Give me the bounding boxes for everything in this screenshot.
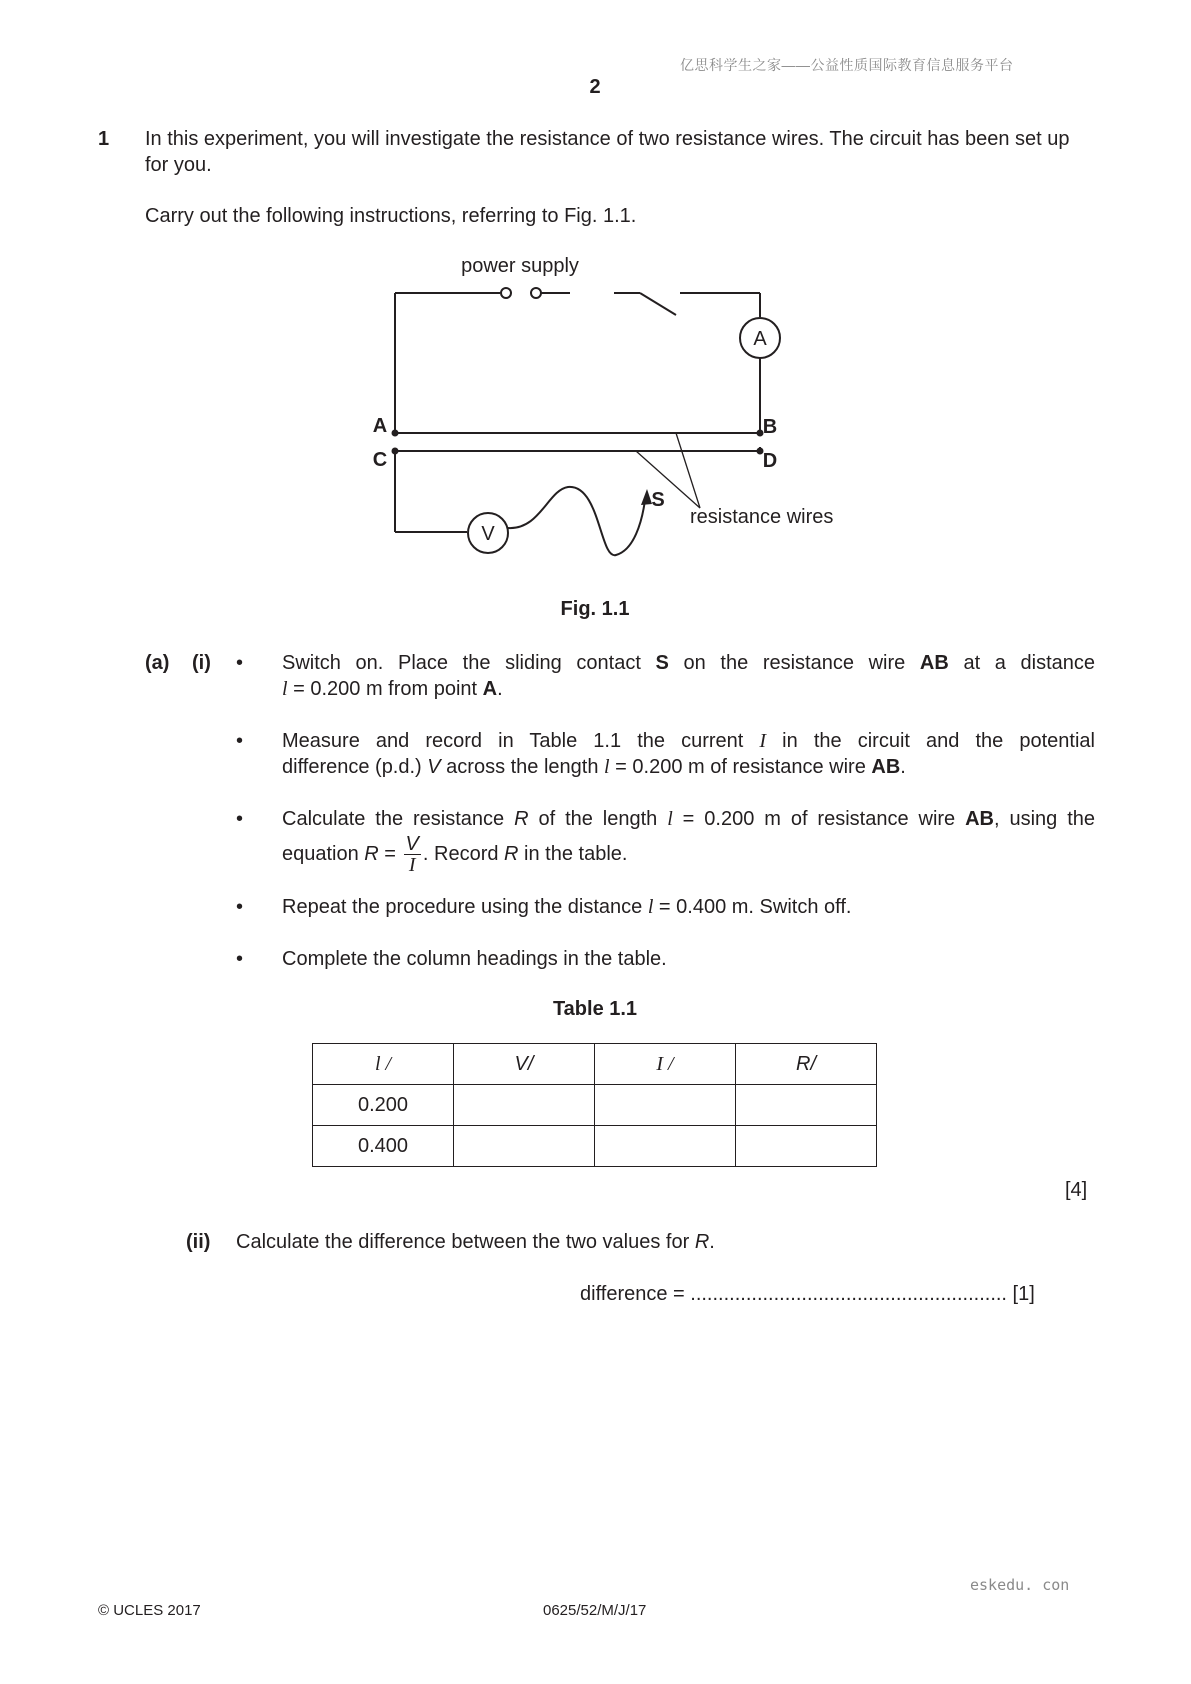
bullet: • bbox=[236, 896, 244, 918]
results-table bbox=[312, 1043, 877, 1167]
power-supply-label: power supply bbox=[461, 255, 579, 277]
point-c-label: C bbox=[372, 449, 388, 471]
cell-resistance[interactable] bbox=[736, 1126, 877, 1167]
difference-answer-line[interactable]: difference = ......................................................... [1] bbox=[580, 1283, 1035, 1305]
instruction-2: Measure and record in Table 1.1 the current I in the circuit and the potential difference (p.d.) V across the length l = 0.200 m of resistance wire AB. bbox=[282, 730, 1095, 778]
point-d-label: D bbox=[762, 450, 778, 472]
flying-lead bbox=[508, 487, 645, 555]
resistance-wires-label: resistance wires bbox=[690, 506, 834, 528]
cell-current[interactable] bbox=[595, 1085, 736, 1126]
marks-a-i: [4] bbox=[1065, 1179, 1088, 1201]
point-a-label: A bbox=[372, 415, 388, 437]
instruction-4: Repeat the procedure using the distance l = 0.400 m. Switch off. bbox=[282, 896, 852, 918]
table-row bbox=[313, 1085, 877, 1126]
cell-voltage[interactable] bbox=[454, 1085, 595, 1126]
question-instruction: Carry out the following instructions, referring to Fig. 1.1. bbox=[145, 205, 637, 227]
page-number: 2 bbox=[589, 76, 601, 98]
instruction-3: Calculate the resistance R of the length l = 0.200 m of resistance wire AB, using the equation R = $\frac{V}{I}$ . Record R in the table. bbox=[282, 808, 1095, 876]
ammeter-symbol: A bbox=[753, 328, 767, 350]
cell-voltage[interactable] bbox=[454, 1126, 595, 1167]
cell-current[interactable] bbox=[595, 1126, 736, 1167]
bullet: • bbox=[236, 730, 244, 752]
power-terminal-right bbox=[531, 288, 541, 298]
header-current[interactable]: I / bbox=[595, 1044, 736, 1085]
circuit-diagram bbox=[0, 0, 1191, 600]
power-terminal-left bbox=[501, 288, 511, 298]
question-intro: In this experiment, you will investigate the resistance of two resistance wires. The circuit has been set up for you. bbox=[145, 128, 1070, 176]
figure-caption: Fig. 1.1 bbox=[560, 598, 630, 620]
table-header-row bbox=[313, 1044, 877, 1085]
part-a-label: (a) bbox=[145, 652, 170, 674]
bullet: • bbox=[236, 808, 244, 830]
header-watermark: 亿思科学生之家——公益性质国际教育信息服务平台 bbox=[680, 57, 1014, 73]
table-title: Table 1.1 bbox=[552, 998, 638, 1020]
footer-watermark: eskedu. con bbox=[970, 1576, 1070, 1594]
part-ii-label: (ii) bbox=[186, 1231, 211, 1253]
point-b-label: B bbox=[762, 416, 778, 438]
contact-s-label: S bbox=[651, 489, 665, 511]
header-resistance[interactable]: R/ bbox=[736, 1044, 877, 1085]
table-row bbox=[313, 1126, 877, 1167]
paper-code: 0625/52/M/J/17 bbox=[543, 1602, 647, 1619]
cell-length: 0.400 bbox=[313, 1126, 454, 1167]
cell-resistance[interactable] bbox=[736, 1085, 877, 1126]
header-length[interactable]: l / bbox=[313, 1044, 454, 1085]
copyright: © UCLES 2017 bbox=[98, 1602, 201, 1619]
bullet: • bbox=[236, 948, 244, 970]
question-number: 1 bbox=[98, 128, 110, 150]
part-i-label: (i) bbox=[192, 652, 211, 674]
voltmeter-symbol: V bbox=[481, 523, 495, 545]
instruction-1: Switch on. Place the sliding contact S on the resistance wire AB at a distance l = 0.200 m from point A. bbox=[282, 652, 1096, 700]
instruction-5: Complete the column headings in the table. bbox=[282, 948, 667, 970]
cell-length: 0.200 bbox=[313, 1085, 454, 1126]
part-ii-question: Calculate the difference between the two values for R. bbox=[236, 1231, 715, 1253]
header-voltage[interactable]: V/ bbox=[454, 1044, 595, 1085]
equation-fraction: $\frac{V}{I}$ bbox=[405, 833, 419, 876]
switch-lever bbox=[640, 293, 676, 315]
bullet: • bbox=[236, 652, 244, 674]
